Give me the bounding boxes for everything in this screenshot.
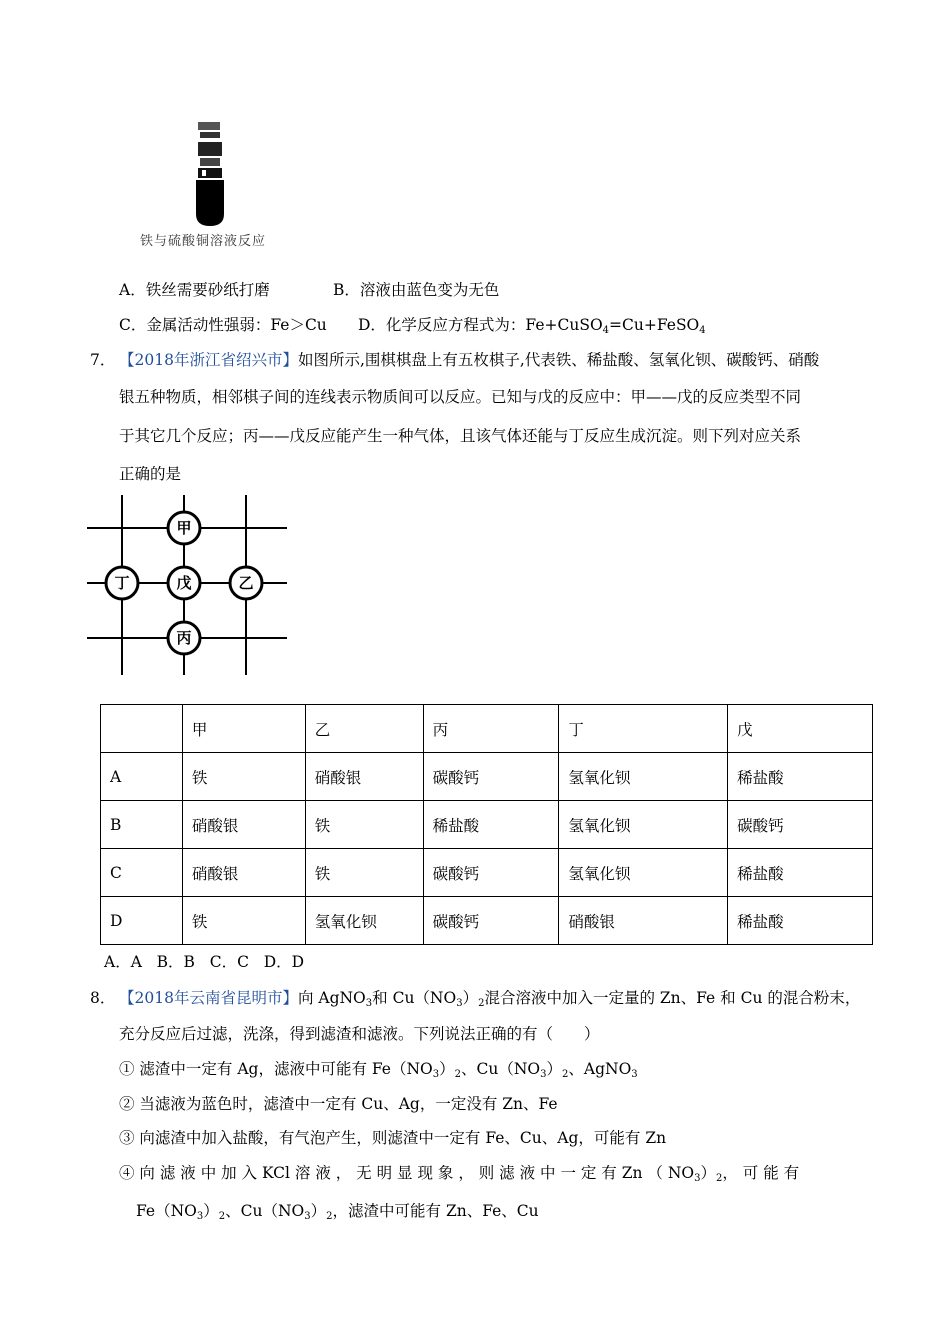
- q8-statement-4-line1: ④ 向 滤 液 中 加 入 KCl 溶 液 ， 无 明 显 现 象 ， 则 滤 液 中 一 定 有 Zn （ $NO_3)_2$， 可 能 有: [119, 1164, 800, 1184]
- table-cell: D: [101, 897, 183, 945]
- table-row: [101, 753, 873, 801]
- table-cell: 戊: [728, 705, 873, 753]
- table-header-row: [101, 705, 873, 753]
- q8-number: 8．: [90, 989, 116, 1007]
- go-board-figure: [82, 495, 292, 679]
- table-row: [101, 849, 873, 897]
- table-cell: [101, 705, 183, 753]
- q8-stem-line2: 充分反应后过滤，洗涤，得到滤渣和滤液。下列说法正确的有（ ）: [119, 1025, 600, 1043]
- table-cell: 铁: [305, 801, 423, 849]
- table-cell: 硝酸银: [559, 897, 728, 945]
- table-cell: 稀盐酸: [423, 801, 559, 849]
- table-cell: 碳酸钙: [423, 753, 559, 801]
- piece-top: 甲: [176, 519, 192, 537]
- table-cell: C: [101, 849, 183, 897]
- q6-option-a: A．铁丝需要砂纸打磨: [119, 281, 270, 299]
- table-cell: 铁: [182, 897, 305, 945]
- table-row: [101, 801, 873, 849]
- table-cell: 氢氧化钡: [305, 897, 423, 945]
- table-cell: A: [101, 753, 183, 801]
- q6-option-c: C．金属活动性强弱：Fe＞Cu: [119, 316, 327, 334]
- table-cell: 硝酸银: [182, 801, 305, 849]
- table-cell: 碳酸钙: [728, 801, 873, 849]
- table-cell: B: [101, 801, 183, 849]
- table-cell: 碳酸钙: [423, 897, 559, 945]
- piece-left: 丁: [114, 574, 130, 592]
- q7-number: 7．: [90, 351, 116, 369]
- piece-center: 戊: [176, 574, 192, 592]
- table-cell: 氢氧化钡: [559, 801, 728, 849]
- q8-stem-line1: 【2018年云南省昆明市】向 AgNO$_3$和 $Cu(NO_3)_2$混合溶液中加入一定量的 Zn、Fe 和 Cu 的混合粉末，: [119, 989, 861, 1009]
- piece-bottom: 丙: [176, 629, 192, 647]
- table-cell: 硝酸银: [305, 753, 423, 801]
- table-cell: 稀盐酸: [728, 897, 873, 945]
- q6-option-d: D．化学反应方程式为：Fe+CuSO$_4$=Cu+FeSO$_4$: [358, 316, 706, 336]
- table-cell: 氢氧化钡: [559, 753, 728, 801]
- q7-stem-line4: 正确的是: [119, 465, 182, 483]
- table-cell: 丙: [423, 705, 559, 753]
- test-tube-figure: [140, 118, 320, 257]
- q8-source: 【2018年云南省昆明市】: [119, 989, 298, 1007]
- table-cell: 丁: [559, 705, 728, 753]
- q8-statement-2: ② 当滤液为蓝色时，滤渣中一定有 Cu、Ag，一定没有 Zn、Fe: [119, 1095, 558, 1113]
- test-tube-caption: 铁与硫酸铜溶液反应: [140, 234, 267, 249]
- table-row: [101, 897, 873, 945]
- q7-options-table: [100, 704, 873, 945]
- table-cell: 氢氧化钡: [559, 849, 728, 897]
- table-cell: 铁: [305, 849, 423, 897]
- table-cell: 硝酸银: [182, 849, 305, 897]
- q6-option-b: B．溶液由蓝色变为无色: [333, 281, 500, 299]
- table-cell: 碳酸钙: [423, 849, 559, 897]
- q8-statement-3: ③ 向滤渣中加入盐酸，有气泡产生，则滤渣中一定有 Fe、Cu、Ag，可能有 Zn: [119, 1129, 667, 1147]
- piece-right: 乙: [238, 574, 254, 592]
- table-cell: 甲: [182, 705, 305, 753]
- table-cell: 稀盐酸: [728, 849, 873, 897]
- q7-stem-line3: 于其它几个反应；丙——戊反应能产生一种气体，且该气体还能与丁反应生成沉淀。则下列对应关系: [119, 427, 802, 445]
- table-cell: 稀盐酸: [728, 753, 873, 801]
- q7-answer-options: A．A B．B C．C D．D: [104, 953, 305, 971]
- q7-stem-line1: 【2018年浙江省绍兴市】如图所示,围棋棋盘上有五枚棋子,代表铁、稀盐酸、氢氧化钡、碳酸钙、硝酸: [119, 351, 820, 369]
- q8-statement-4-line2: $Fe(NO_3)_2$、$Cu(NO_3)_2$，滤渣中可能有 Zn、Fe、Cu: [136, 1202, 539, 1222]
- table-cell: 乙: [305, 705, 423, 753]
- q7-source: 【2018年浙江省绍兴市】: [119, 351, 298, 369]
- q8-statement-1: ① 滤渣中一定有 Ag，滤液中可能有 $Fe(NO_3)_2$、$Cu(NO_3)_2$、AgNO$_3$: [119, 1060, 638, 1080]
- table-cell: 铁: [182, 753, 305, 801]
- q7-stem-line2: 银五种物质，相邻棋子间的连线表示物质间可以反应。已知与戊的反应中：甲——戊的反应类型不同: [119, 388, 802, 406]
